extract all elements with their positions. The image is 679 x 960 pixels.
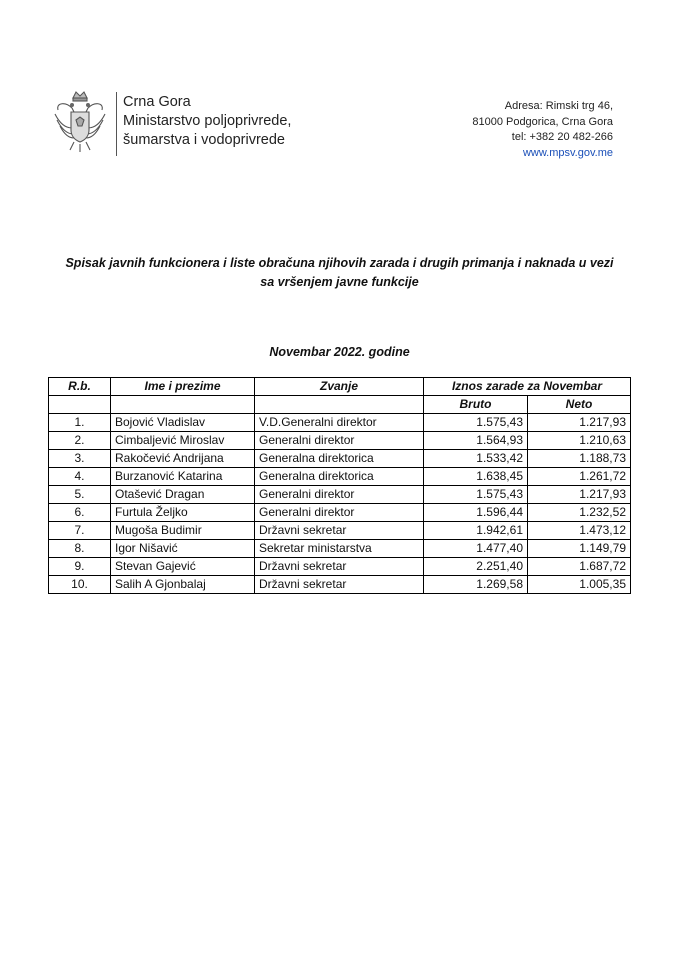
cell-name: Otašević Dragan [111, 486, 255, 504]
organization-name [123, 93, 291, 150]
cell-title: Generalni direktor [255, 432, 424, 450]
cell-rb: 6. [49, 504, 111, 522]
cell-net: 1.188,73 [528, 450, 631, 468]
cell-title: Generalni direktor [255, 504, 424, 522]
title-line-1: Spisak javnih funkcionera i liste obračuna njihovih zarada i drugih primanja i naknada u vezi [65, 256, 614, 270]
header-gross: Bruto [424, 396, 528, 414]
salary-table [48, 377, 631, 594]
address-line-1: Adresa: Rimski trg 46, [504, 100, 613, 112]
cell-name: Furtula Željko [111, 504, 255, 522]
table-row [49, 576, 631, 594]
org-line-country: Crna Gora [123, 94, 191, 110]
cell-title: V.D.Generalni direktor [255, 414, 424, 432]
cell-rb: 5. [49, 486, 111, 504]
contact-block [472, 99, 613, 161]
cell-title: Sekretar ministarstva [255, 540, 424, 558]
cell-gross: 1.269,58 [424, 576, 528, 594]
table-row [49, 522, 631, 540]
document-title [40, 254, 639, 292]
cell-rb: 4. [49, 468, 111, 486]
table-row [49, 558, 631, 576]
cell-net: 1.232,52 [528, 504, 631, 522]
cell-net: 1.473,12 [528, 522, 631, 540]
cell-gross: 1.477,40 [424, 540, 528, 558]
cell-title: Državni sekretar [255, 576, 424, 594]
header-title: Zvanje [255, 378, 424, 396]
cell-name: Rakočević Andrijana [111, 450, 255, 468]
cell-net: 1.217,93 [528, 414, 631, 432]
cell-rb: 7. [49, 522, 111, 540]
report-period: Novembar 2022. godine [269, 345, 410, 359]
cell-name: Burzanović Katarina [111, 468, 255, 486]
cell-gross: 1.533,42 [424, 450, 528, 468]
table-subheader-row [49, 396, 631, 414]
website-link[interactable]: www.mpsv.gov.me [522, 146, 613, 159]
coat-of-arms-icon [52, 90, 108, 156]
table-row [49, 468, 631, 486]
cell-title: Državni sekretar [255, 558, 424, 576]
cell-title: Državni sekretar [255, 522, 424, 540]
cell-gross: 1.575,43 [424, 414, 528, 432]
cell-gross: 2.251,40 [424, 558, 528, 576]
cell-rb: 10. [49, 576, 111, 594]
cell-net: 1.261,72 [528, 468, 631, 486]
cell-rb: 8. [49, 540, 111, 558]
cell-name: Stevan Gajević [111, 558, 255, 576]
cell-gross: 1.942,61 [424, 522, 528, 540]
table-row [49, 432, 631, 450]
address-line-2: 81000 Podgorica, Crna Gora [472, 115, 613, 128]
subheader-empty [111, 396, 255, 414]
header-net: Neto [528, 396, 631, 414]
cell-net: 1.005,35 [528, 576, 631, 594]
table-row [49, 540, 631, 558]
subheader-empty [255, 396, 424, 414]
cell-rb: 9. [49, 558, 111, 576]
table-row [49, 504, 631, 522]
cell-name: Salih A Gjonbalaj [111, 576, 255, 594]
table-row [49, 486, 631, 504]
cell-rb: 2. [49, 432, 111, 450]
phone: tel: +382 20 482-266 [511, 131, 613, 143]
subheader-empty [49, 396, 111, 414]
cell-net: 1.210,63 [528, 432, 631, 450]
cell-title: Generalna direktorica [255, 450, 424, 468]
header-name: Ime i prezime [111, 378, 255, 396]
org-line-ministry-cont: šumarstva i vodoprivrede [123, 132, 285, 148]
cell-name: Cimbaljević Miroslav [111, 432, 255, 450]
cell-title: Generalni direktor [255, 486, 424, 504]
cell-gross: 1.638,45 [424, 468, 528, 486]
cell-name: Bojović Vladislav [111, 414, 255, 432]
cell-net: 1.149,79 [528, 540, 631, 558]
cell-rb: 3. [49, 450, 111, 468]
title-line-2: sa vršenjem javne funkcije [260, 275, 419, 289]
header-divider [116, 92, 117, 156]
header-amount: Iznos zarade za Novembar [424, 378, 631, 396]
header-rb: R.b. [49, 378, 111, 396]
cell-net: 1.217,93 [528, 486, 631, 504]
table-row [49, 450, 631, 468]
table-header-row [49, 378, 631, 396]
table-row [49, 414, 631, 432]
cell-gross: 1.564,93 [424, 432, 528, 450]
cell-title: Generalna direktorica [255, 468, 424, 486]
cell-net: 1.687,72 [528, 558, 631, 576]
org-line-ministry: Ministarstvo poljoprivrede, [123, 113, 292, 129]
cell-rb: 1. [49, 414, 111, 432]
cell-name: Mugoša Budimir [111, 522, 255, 540]
cell-gross: 1.596,44 [424, 504, 528, 522]
cell-gross: 1.575,43 [424, 486, 528, 504]
cell-name: Igor Nišavić [111, 540, 255, 558]
